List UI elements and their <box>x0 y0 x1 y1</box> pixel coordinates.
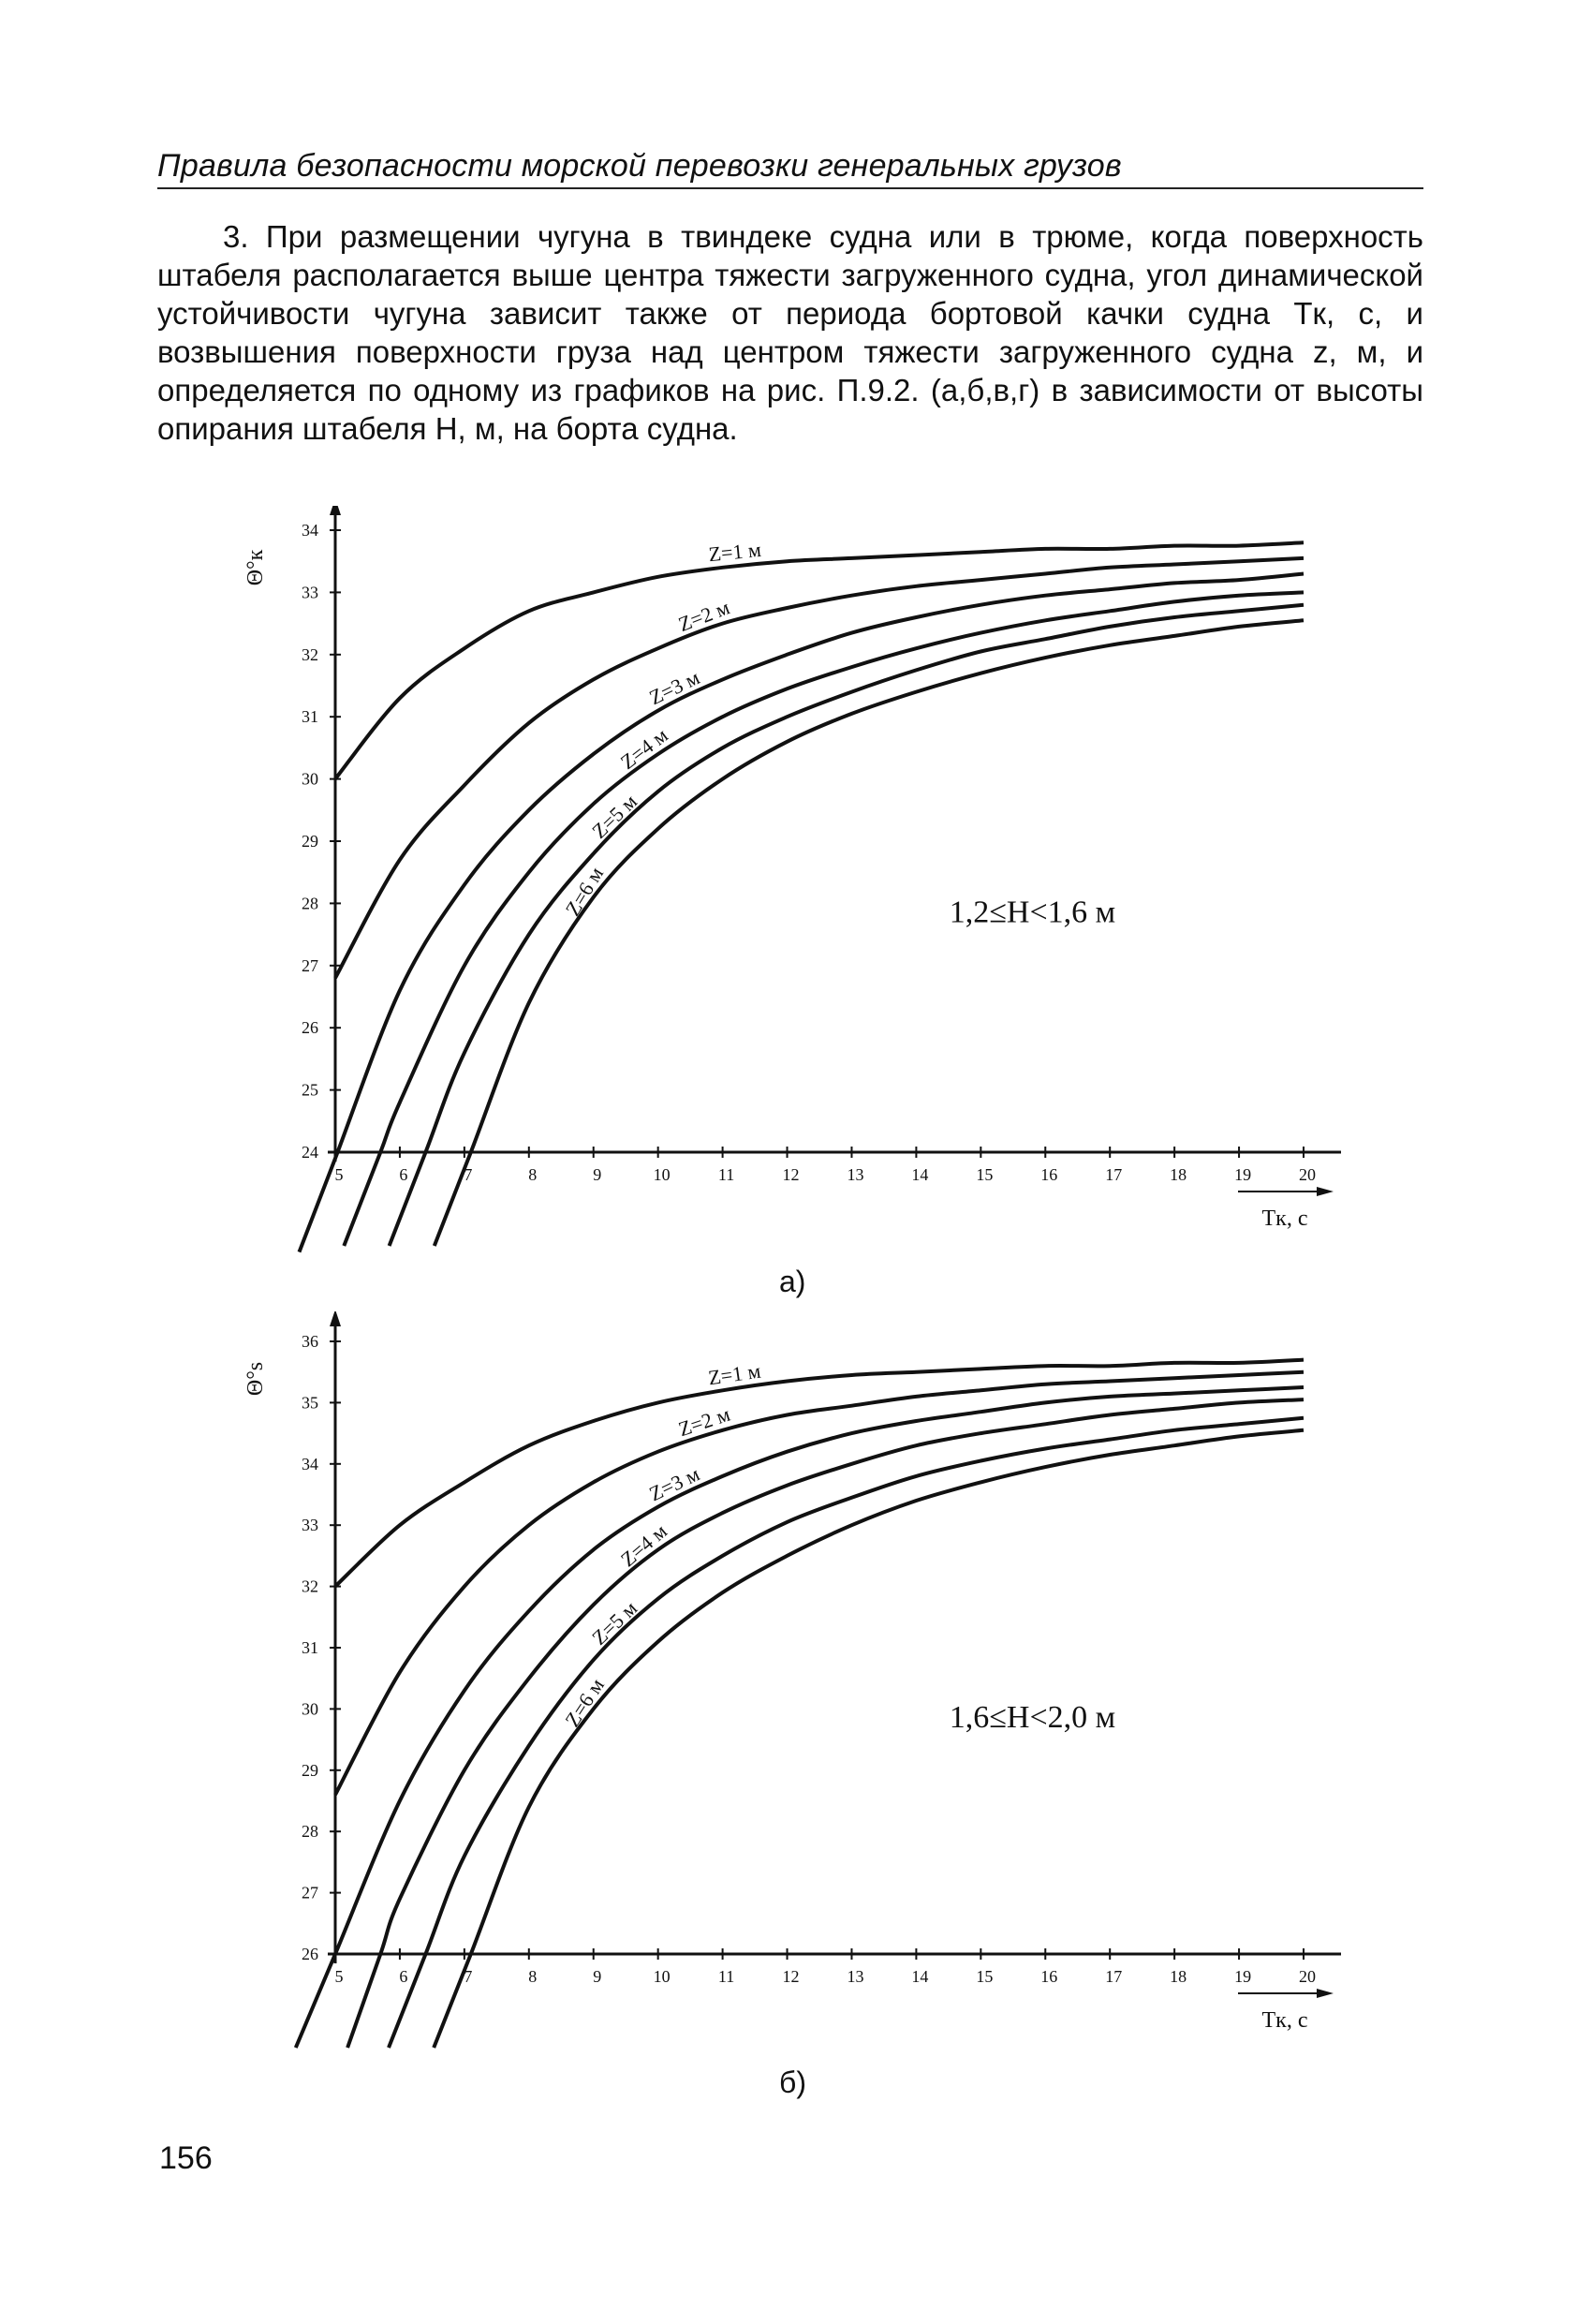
chart-b-y-tick-label: 32 <box>302 1576 318 1596</box>
chart-b-y-tick-label: 36 <box>302 1332 318 1351</box>
chart-b-x-tick-label: 15 <box>976 1967 994 1986</box>
chart-b-x-tick-label: 5 <box>334 1967 344 1986</box>
chart-b-x-label-arrow-head <box>1317 1989 1334 1998</box>
body-paragraph: 3. При размещении чугуна в твиндеке судна или в трюме, когда поверхность штабеля располагается выше центра тяжести загруженного судна, угол динамической устойчивости чугуна зависит также от периода бортовой качки судна Tк, с, и возвышения поверхности груза над центром тяжести загруженного судна z, м, и определяется по одному из графиков на рис. П.9.2. (а,б,в,г) в зависимости от высоты опирания штабеля H, м, на борта судна. <box>157 219 1423 446</box>
chart-b-y-tick-label: 35 <box>302 1393 318 1413</box>
chart-a-series-line-z5 <box>390 605 1304 1246</box>
chart-b-x-tick-label: 7 <box>464 1967 473 1986</box>
chart-a-caption: а) <box>779 1265 806 1298</box>
chart-a-x-tick-label: 13 <box>847 1165 864 1184</box>
chart-b-y-tick-label: 27 <box>302 1883 318 1902</box>
chart-a-x-tick-label: 11 <box>717 1165 735 1184</box>
header-rule <box>157 187 1423 189</box>
chart-b <box>0 1311 1592 2070</box>
chart-b-x-tick-label: 13 <box>847 1967 864 1986</box>
page-number: 156 <box>159 2140 213 2176</box>
chart-a-x-tick-label: 7 <box>464 1165 473 1184</box>
chart-b-y-tick-label: 26 <box>302 1945 318 1963</box>
chart-b-x-tick-label: 11 <box>717 1967 735 1986</box>
chart-a-series-line-z3 <box>300 574 1305 1252</box>
chart-b-caption: б) <box>779 2065 806 2099</box>
chart-b-x-tick-label: 9 <box>593 1967 602 1986</box>
chart-a-y-tick-label: 29 <box>302 832 318 851</box>
chart-a-x-tick-label: 19 <box>1234 1165 1252 1184</box>
chart-a-y-tick-label: 28 <box>302 894 318 913</box>
chart-a-series-line-z4 <box>344 592 1304 1246</box>
chart-a-y-tick-label: 26 <box>302 1018 318 1038</box>
chart-a-x-tick-label: 15 <box>976 1165 994 1184</box>
chart-a-x-tick-label: 12 <box>782 1165 800 1184</box>
chart-a-x-tick-label: 10 <box>653 1165 671 1184</box>
chart-a-series-label-z3: Z=3 м <box>645 665 703 710</box>
chart-b-x-tick-label: 19 <box>1234 1967 1252 1986</box>
chart-a-x-tick-label: 8 <box>528 1165 538 1184</box>
chart-a-y-tick-label: 32 <box>302 644 318 664</box>
chart-a-series-label-z2: Z=2 м <box>674 595 733 637</box>
chart-b-y-tick-label: 33 <box>302 1516 318 1535</box>
chart-a-x-tick-label: 6 <box>399 1165 408 1184</box>
chart-b-x-tick-label: 20 <box>1299 1967 1316 1986</box>
chart-a-series-label-z6: Z=6 м <box>560 862 609 921</box>
chart-b-series-line-z3 <box>296 1387 1304 2048</box>
chart-a-y-tick-label: 31 <box>302 707 318 727</box>
chart-a <box>0 506 1592 1283</box>
chart-b-y-axis-arrow <box>330 1311 341 1326</box>
chart-a-x-tick-label: 16 <box>1040 1165 1058 1184</box>
chart-b-series-label-z2: Z=2 м <box>675 1401 733 1442</box>
chart-a-y-axis-label: Θ°к <box>243 549 268 586</box>
chart-b-series-label-z4: Z=4 м <box>615 1518 671 1572</box>
chart-b-x-axis-label: Tк, с <box>1261 2008 1308 2033</box>
chart-b-x-tick-label: 18 <box>1170 1967 1187 1986</box>
chart-b-x-tick-label: 6 <box>399 1967 408 1986</box>
chart-a-y-tick-label: 30 <box>302 769 318 789</box>
chart-a-x-label-arrow-head <box>1317 1187 1334 1196</box>
chart-a-series-label-z4: Z=4 м <box>615 722 672 775</box>
chart-b-series-label-z3: Z=3 м <box>645 1461 703 1506</box>
chart-a-x-tick-label: 17 <box>1105 1165 1123 1184</box>
chart-a-x-axis-label: Tк, с <box>1261 1206 1308 1231</box>
chart-a-x-tick-label: 5 <box>334 1165 344 1184</box>
chart-b-y-tick-label: 34 <box>302 1454 318 1473</box>
chart-b-x-tick-label: 17 <box>1105 1967 1123 1986</box>
chart-a-series-line-z1 <box>335 542 1304 778</box>
chart-b-series-label-z5: Z=5 м <box>587 1596 642 1650</box>
chart-a-y-tick-label: 25 <box>302 1080 318 1100</box>
chart-b-x-tick-label: 16 <box>1040 1967 1058 1986</box>
chart-a-y-tick-label: 34 <box>302 521 318 540</box>
chart-b-x-tick-label: 14 <box>911 1967 929 1986</box>
chart-a-series-label-z1: Z=1 м <box>707 537 762 567</box>
chart-b-y-tick-label: 29 <box>302 1760 318 1780</box>
chart-b-x-tick-label: 12 <box>782 1967 800 1986</box>
chart-b-y-tick-label: 28 <box>302 1822 318 1842</box>
chart-b-annotation: 1,6≤H<2,0 м <box>949 1700 1116 1736</box>
chart-a-x-tick-label: 20 <box>1299 1165 1316 1184</box>
chart-b-y-axis-label: Θ°s <box>243 1361 268 1397</box>
chart-a-x-tick-label: 14 <box>911 1165 929 1184</box>
chart-a-y-axis-arrow <box>330 506 341 515</box>
chart-a-y-tick-label: 33 <box>302 583 318 602</box>
chart-b-y-tick-label: 30 <box>302 1699 318 1719</box>
chart-b-x-tick-label: 10 <box>653 1967 671 1986</box>
chart-a-x-tick-label: 9 <box>593 1165 602 1184</box>
chart-b-x-tick-label: 8 <box>528 1967 538 1986</box>
chart-a-x-tick-label: 18 <box>1170 1165 1187 1184</box>
chart-b-y-tick-label: 31 <box>302 1638 318 1657</box>
chart-b-series-line-z4 <box>347 1399 1304 2048</box>
chart-a-series-label-z5: Z=5 м <box>587 789 642 843</box>
chart-a-annotation: 1,2≤H<1,6 м <box>949 895 1116 930</box>
chart-a-y-tick-label: 24 <box>302 1143 318 1162</box>
chart-b-series-line-z2 <box>335 1372 1304 1795</box>
page-header-title: Правила безопасности морской перевозки генеральных грузов <box>157 148 1122 184</box>
chart-a-y-tick-label: 27 <box>302 955 318 975</box>
chart-b-series-label-z1: Z=1 м <box>706 1358 762 1390</box>
chart-b-series-label-z6: Z=6 м <box>560 1674 609 1731</box>
